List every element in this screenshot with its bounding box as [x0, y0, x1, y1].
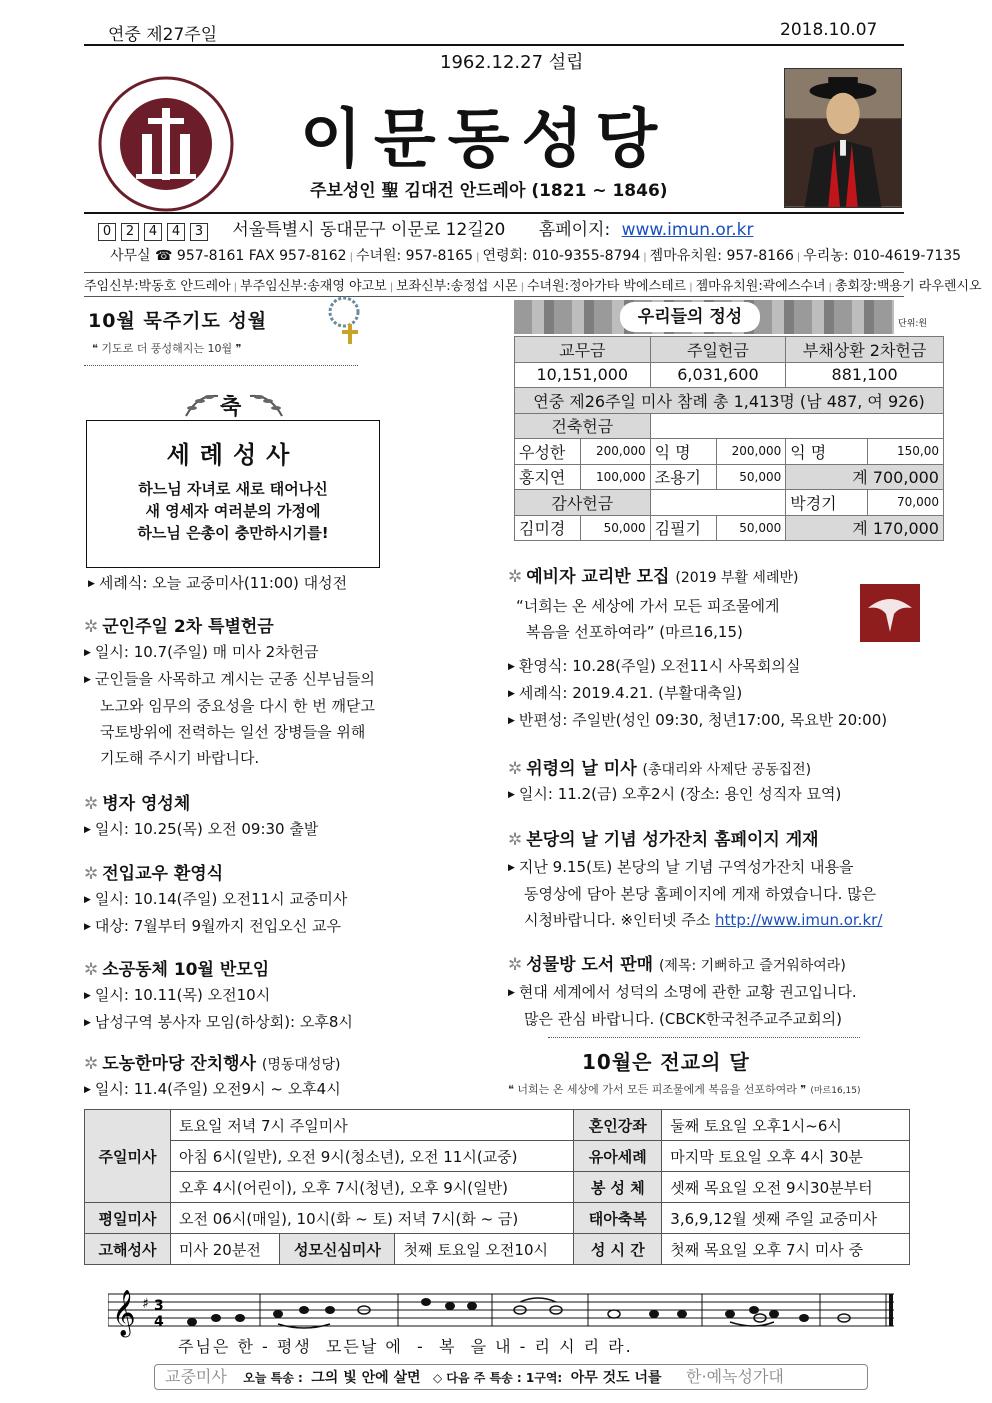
staff-item: 총회장:백용기 라우렌시오 [834, 279, 982, 294]
section-item: 많은 관심 바랍니다. (CBCK한국천주교주교회의) [524, 1010, 842, 1028]
contact-line: 사무실 ☎ 957-8161 FAX 957-8162 | 수녀원: 957-8165 | 연령회: 010-9355-8794 | 젬마유치원: 957-8166 | 우리농: 010-4619-7135 [110, 248, 962, 264]
schedule-value: 토요일 저녁 7시 주일미사 [171, 1110, 574, 1141]
dove-icon [860, 584, 920, 642]
office-contact: 사무실 ☎ 957-8161 FAX 957-8162 [110, 248, 347, 264]
patron-saint: 주보성인 聖 김대건 안드레아 (1821 ~ 1846) [310, 181, 668, 201]
section-item: 남성구역 봉사자 모임(하상회): 오후8시 [94, 1013, 353, 1031]
rosary-title: 10월 묵주기도 성월 [88, 310, 268, 332]
mission-title: 10월은 전교의 달 [582, 1050, 750, 1074]
founded-date: 1962.12.27 설립 [440, 52, 584, 73]
festival-section: ✲ 도농한마당 잔치행사 (명동대성당) ▶ 일시: 11.4(주일) 오전9시 ~ 오후4시 [84, 1054, 341, 1098]
section-extra: (총대리와 사제단 공동집전) [642, 762, 812, 778]
section-item: 세례식: 2019.4.21. (부활대축일) [518, 684, 743, 702]
staff-item: 주임신부:박동호 안드레아 [84, 279, 231, 294]
zip-digit: 2 [121, 223, 139, 241]
staff-item: 젬마유치원:곽에스수녀 [695, 279, 826, 294]
donor-amount: 100,000 [580, 464, 650, 490]
section-item: 일시: 10.7(주일) 매 미사 2차헌금 [94, 643, 319, 661]
mass-label: 교중미사 [165, 1367, 227, 1386]
mission-ref: (마르16,15) [810, 1086, 861, 1096]
catechumen-quote: 복음을 선포하여라” (마르16,15) [526, 623, 743, 641]
header-divider [84, 44, 904, 46]
baptism-note: ▶ 세례식: 오늘 교중미사(11:00) 대성전 [88, 574, 348, 592]
section-title: 위령의 날 미사 [526, 759, 637, 779]
svg-text:3: 3 [154, 1298, 164, 1314]
svg-text:𝄞: 𝄞 [112, 1290, 136, 1336]
internet-link[interactable]: http://www.imun.or.kr/ [715, 911, 883, 929]
schedule-value: 미사 20분전 [171, 1234, 280, 1265]
schedule-value: 오후 4시(어린이), 오후 7시(청년), 오후 9시(일반) [171, 1172, 574, 1203]
section-item: 반편성: 주일반(성인 09:30, 청년17:00, 목요반 20:00) [518, 711, 888, 729]
saint-portrait [784, 68, 902, 208]
section-item: 일시: 11.4(주일) 오전9시 ~ 오후4시 [94, 1080, 341, 1098]
schedule-value: 첫째 목요일 오후 7시 미사 중 [662, 1234, 910, 1265]
sick-communion-section: ✲ 병자 영성체 ▶ 일시: 10.25(목) 오전 09:30 출발 [84, 794, 319, 838]
section-item: 현대 세계에서 성덕의 소명에 관한 교황 권고입니다. [518, 983, 857, 1001]
asterisk-icon: ✲ [84, 864, 99, 884]
section-item: 기도해 주시기 바랍니다. [100, 749, 260, 767]
address-divider [84, 212, 904, 214]
staff-item: 보좌신부:송정섭 시몬 [396, 279, 518, 294]
section-extra: (제목: 기뻐하고 즐거워하여라) [658, 958, 846, 974]
offering-value: 881,100 [786, 362, 944, 388]
section-title: 도농한마당 잔치행사 [102, 1054, 256, 1074]
donor-name: 김필기 [650, 515, 716, 541]
asterisk-icon: ✲ [508, 759, 523, 779]
building-total: 계 700,000 [786, 464, 944, 490]
baptism-line: 하느님 은총이 충만하시기를! [137, 524, 329, 542]
section-item: 노고와 임무의 중요성을 다시 한 번 깨닫고 [100, 697, 375, 715]
homepage-label: 홈페이지: [538, 220, 611, 240]
convent-contact: 수녀원: 957-8165 [355, 248, 474, 264]
svg-text:4: 4 [154, 1314, 164, 1330]
mission-subtitle [508, 1081, 861, 1097]
farm-contact: 우리농: 010-4619-7135 [803, 248, 962, 264]
offering-header: 주일헌금 [650, 337, 786, 363]
section-title: 병자 영성체 [102, 794, 191, 814]
staff-line: 주임신부:박동호 안드레아 | 부주임신부:송재영 야고보 | 보좌신부:송정섭 시몬 | 수녀원:정아가타 박에스테르 | 젬마유치원:곽에스수녀 | 총회장:백용기 라우렌시오 [84, 272, 904, 297]
section-extra: (2019 부활 세례반) [675, 570, 799, 586]
hymn-lyrics: 주님은 한 - 평생 모든날 에 - 복 을 내 - 리 시 리 라. [178, 1337, 633, 1356]
attendance: 연중 제26주일 미사 참례 총 1,413명 (남 487, 여 926) [515, 388, 944, 414]
next-label: ◇ 다음 주 특송 : 1구역: [433, 1371, 563, 1385]
schedule-label: 성 시 간 [574, 1234, 662, 1265]
celebrate-label: 축 [220, 395, 242, 420]
section-item: 일시: 10.11(목) 오전10시 [94, 986, 271, 1004]
welcome-section: ✲ 전입교우 환영식 ▶ 일시: 10.14(주일) 오전11시 교중미사 ▶ 대상: 7월부터 9월까지 전입오신 교우 [84, 864, 348, 935]
asterisk-icon: ✲ [508, 955, 523, 975]
donor-amount: 50,000 [716, 515, 786, 541]
donor-amount: 70,000 [868, 490, 944, 516]
mission-divider [548, 1037, 860, 1038]
issue-date: 2018.10.07 [780, 20, 878, 40]
parish-logo-icon [96, 74, 236, 214]
donor-name: 김미경 [515, 515, 581, 541]
schedule-value: 3,6,9,12월 셋째 주일 교중미사 [662, 1203, 910, 1234]
schedule-value: 셋째 목요일 오전 9시30분부터 [662, 1172, 910, 1203]
thanks-label: 감사헌금 [515, 490, 651, 516]
donor-amount: 200,000 [580, 439, 650, 465]
staff-item: 부주임신부:송재영 야고보 [240, 279, 387, 294]
parish-title: 이문동성당 [300, 103, 670, 177]
mission-quote: ❝ 너희는 온 세상에 가서 모든 피조물에게 복음을 선포하여라 ❞ [508, 1083, 807, 1096]
offering-header: 교무금 [515, 337, 651, 363]
section-item: 일시: 11.2(금) 오후2시 (장소: 용인 성직자 묘역) [518, 785, 842, 803]
thanks-total: 계 170,000 [786, 515, 944, 541]
section-item: 동영상에 담아 본당 홈페이지에 게재 하였습니다. 많은 [524, 885, 877, 903]
section-item: 대상: 7월부터 9월까지 전입오신 교우 [94, 917, 341, 935]
military-section: ✲ 군인주일 2차 특별헌금 ▶ 일시: 10.7(주일) 매 미사 2차헌금 ▶ 군인들을 사목하고 계시는 군종 신부님들의 노고와 임무의 중요성을 다시 한 번 깨닫고 국토방위에 전력하는 일선 장병들을 위해 기도해 주시기 바랍니다. [84, 617, 375, 767]
schedule-value: 첫째 토요일 오전10시 [395, 1234, 574, 1265]
today-label: 오늘 특송 : [243, 1371, 303, 1385]
schedule-label: 봉 성 체 [574, 1172, 662, 1203]
zip-digit: 4 [167, 223, 185, 241]
donor-amount: 50,000 [580, 515, 650, 541]
choir-name: 한·예녹성가대 [686, 1367, 784, 1386]
next-hymn: 아무 것도 너를 [570, 1370, 662, 1386]
schedule-value: 둘째 토요일 오후1시~6시 [662, 1110, 910, 1141]
catechumen-section: ✲ 예비자 교리반 모집 (2019 부활 세례반) “너희는 온 세상에 가서 모든 피조물에게 복음을 선포하여라” (마르16,15) ▶ 환영식: 10.28(주일) 오전11시 사목회의실 ▶ 세례식: 2019.4.21. (부활대축일) ▶ 반편성: 주일반(성인 09:30, 청년17:00, 목요반 20:00) [508, 562, 928, 734]
donor-name: 조용기 [650, 464, 716, 490]
schedule-label: 주일미사 [85, 1110, 171, 1203]
staff-item: 수녀원:정아가타 박에스테르 [526, 279, 687, 294]
baptism-title: 세례성사 [166, 441, 300, 469]
community-section: ✲ 소공동체 10월 반모임 ▶ 일시: 10.11(목) 오전10시 ▶ 남성구역 봉사자 모임(하상회): 오후8시 [84, 960, 353, 1031]
bookstore-section: ✲ 성물방 도서 판매 (제목: 기뻐하고 즐거워하여라) ▶ 현대 세계에서 성덕의 소명에 관한 교황 권고입니다. 많은 관심 바랍니다. (CBCK한국천주교주교회의) [508, 955, 857, 1028]
section-title: 예비자 교리반 모집 [526, 567, 670, 587]
special-hymn-bar [154, 1364, 868, 1390]
section-item: 일시: 10.14(주일) 오전11시 교중미사 [94, 890, 348, 908]
offering-table [514, 336, 944, 541]
section-item: 시청바랍니다. ※인터넷 주소 [524, 911, 716, 929]
rosary-divider [84, 365, 358, 366]
homepage-link[interactable]: www.imun.or.kr [621, 220, 754, 240]
section-item: 지난 9.15(토) 본당의 날 기념 구역성가잔치 내용을 [518, 858, 854, 876]
donor-name: 홍지연 [515, 464, 581, 490]
zip-digit: 0 [98, 223, 116, 241]
svg-text:♯: ♯ [142, 1296, 149, 1312]
all-souls-section: ✲ 위령의 날 미사 (총대리와 사제단 공동집전) ▶ 일시: 11.2(금) 오후2시 (장소: 용인 성직자 묘역) [508, 759, 842, 803]
donor-amount: 150,00 [868, 439, 944, 465]
baptism-note-text: 세례식: 오늘 교중미사(11:00) 대성전 [98, 574, 348, 592]
schedule-label: 성모신심미사 [280, 1234, 395, 1265]
mass-schedule-table [84, 1109, 910, 1265]
asterisk-icon: ✲ [508, 830, 523, 850]
asterisk-icon: ✲ [84, 960, 99, 980]
donor-amount: 200,000 [716, 439, 786, 465]
week-label: 연중 제27주일 [108, 25, 218, 45]
today-hymn: 그의 빛 안에 살면 [311, 1370, 421, 1386]
offering-value: 10,151,000 [515, 362, 651, 388]
offering-title: 우리들의 정성 [620, 302, 760, 332]
donor-name: 우성한 [515, 439, 581, 465]
section-item: 일시: 10.25(목) 오전 09:30 출발 [94, 820, 319, 838]
schedule-label: 고해성사 [85, 1234, 171, 1265]
donor-name: 익 명 [650, 439, 716, 465]
offering-header: 부채상환 2차헌금 [786, 337, 944, 363]
asterisk-icon: ✲ [508, 567, 523, 587]
schedule-label: 유아세례 [574, 1141, 662, 1172]
section-title: 군인주일 2차 특별헌금 [102, 617, 274, 637]
baptism-box [86, 420, 380, 568]
donor-name: 박경기 [786, 490, 868, 516]
donor-name: 익 명 [786, 439, 868, 465]
schedule-value: 마지막 토요일 오후 4시 30분 [662, 1141, 910, 1172]
offering-unit: 단위:원 [898, 319, 928, 329]
building-label: 건축헌금 [515, 413, 651, 439]
section-item: 국토방위에 전력하는 일선 장병들을 위해 [100, 723, 366, 741]
donor-amount: 50,000 [716, 464, 786, 490]
zip-digit: 4 [144, 223, 162, 241]
schedule-value: 아침 6시(일반), 오전 9시(청소년), 오전 11시(교중) [171, 1141, 574, 1172]
section-item: 환영식: 10.28(주일) 오전11시 사목회의실 [518, 657, 801, 675]
asterisk-icon: ✲ [84, 794, 99, 814]
schedule-label: 태아축복 [574, 1203, 662, 1234]
baptism-line: 새 영세자 여러분의 가정에 [145, 502, 321, 520]
section-extra: (명동대성당) [261, 1057, 341, 1073]
kindergarten-contact: 젬마유치원: 957-8166 [649, 248, 794, 264]
schedule-value: 오전 06시(매일), 10시(화 ~ 토) 저녁 7시(화 ~ 금) [171, 1203, 574, 1234]
asterisk-icon: ✲ [84, 617, 99, 637]
rosary-subtitle: ❝ 기도로 더 풍성해지는 10월 ❞ [92, 342, 242, 355]
offering-value: 6,031,600 [650, 362, 786, 388]
section-title: 성물방 도서 판매 [526, 955, 654, 975]
zip-code [98, 220, 218, 240]
funeral-contact: 연령회: 010-9355-8794 [482, 248, 641, 264]
section-title: 전입교우 환영식 [102, 864, 224, 884]
zip-digit: 3 [190, 223, 208, 241]
homepage-section: ✲ 본당의 날 기념 성가잔치 홈페이지 게재 ▶ 지난 9.15(토) 본당의 날 기념 구역성가잔치 내용을 동영상에 담아 본당 홈페이지에 게재 하였습니다. 많은 시청바랍니다. ※인터넷 주소 http://www.imun.or.kr/ [508, 830, 883, 929]
schedule-label: 혼인강좌 [574, 1110, 662, 1141]
baptism-line: 하느님 자녀로 새로 태어나신 [138, 480, 328, 498]
asterisk-icon: ✲ [84, 1054, 99, 1074]
catechumen-quote: “너희는 온 세상에 가서 모든 피조물에게 [516, 597, 780, 615]
address-bar [98, 215, 908, 241]
section-title: 소공동체 10월 반모임 [102, 960, 270, 980]
schedule-label: 평일미사 [85, 1203, 171, 1234]
street-address: 서울특별시 동대문구 이문로 12길20 [232, 220, 506, 240]
rosary-icon [322, 294, 368, 348]
section-item: 군인들을 사목하고 계시는 군종 신부님들의 [94, 670, 375, 688]
section-title: 본당의 날 기념 성가잔치 홈페이지 게재 [526, 830, 819, 850]
